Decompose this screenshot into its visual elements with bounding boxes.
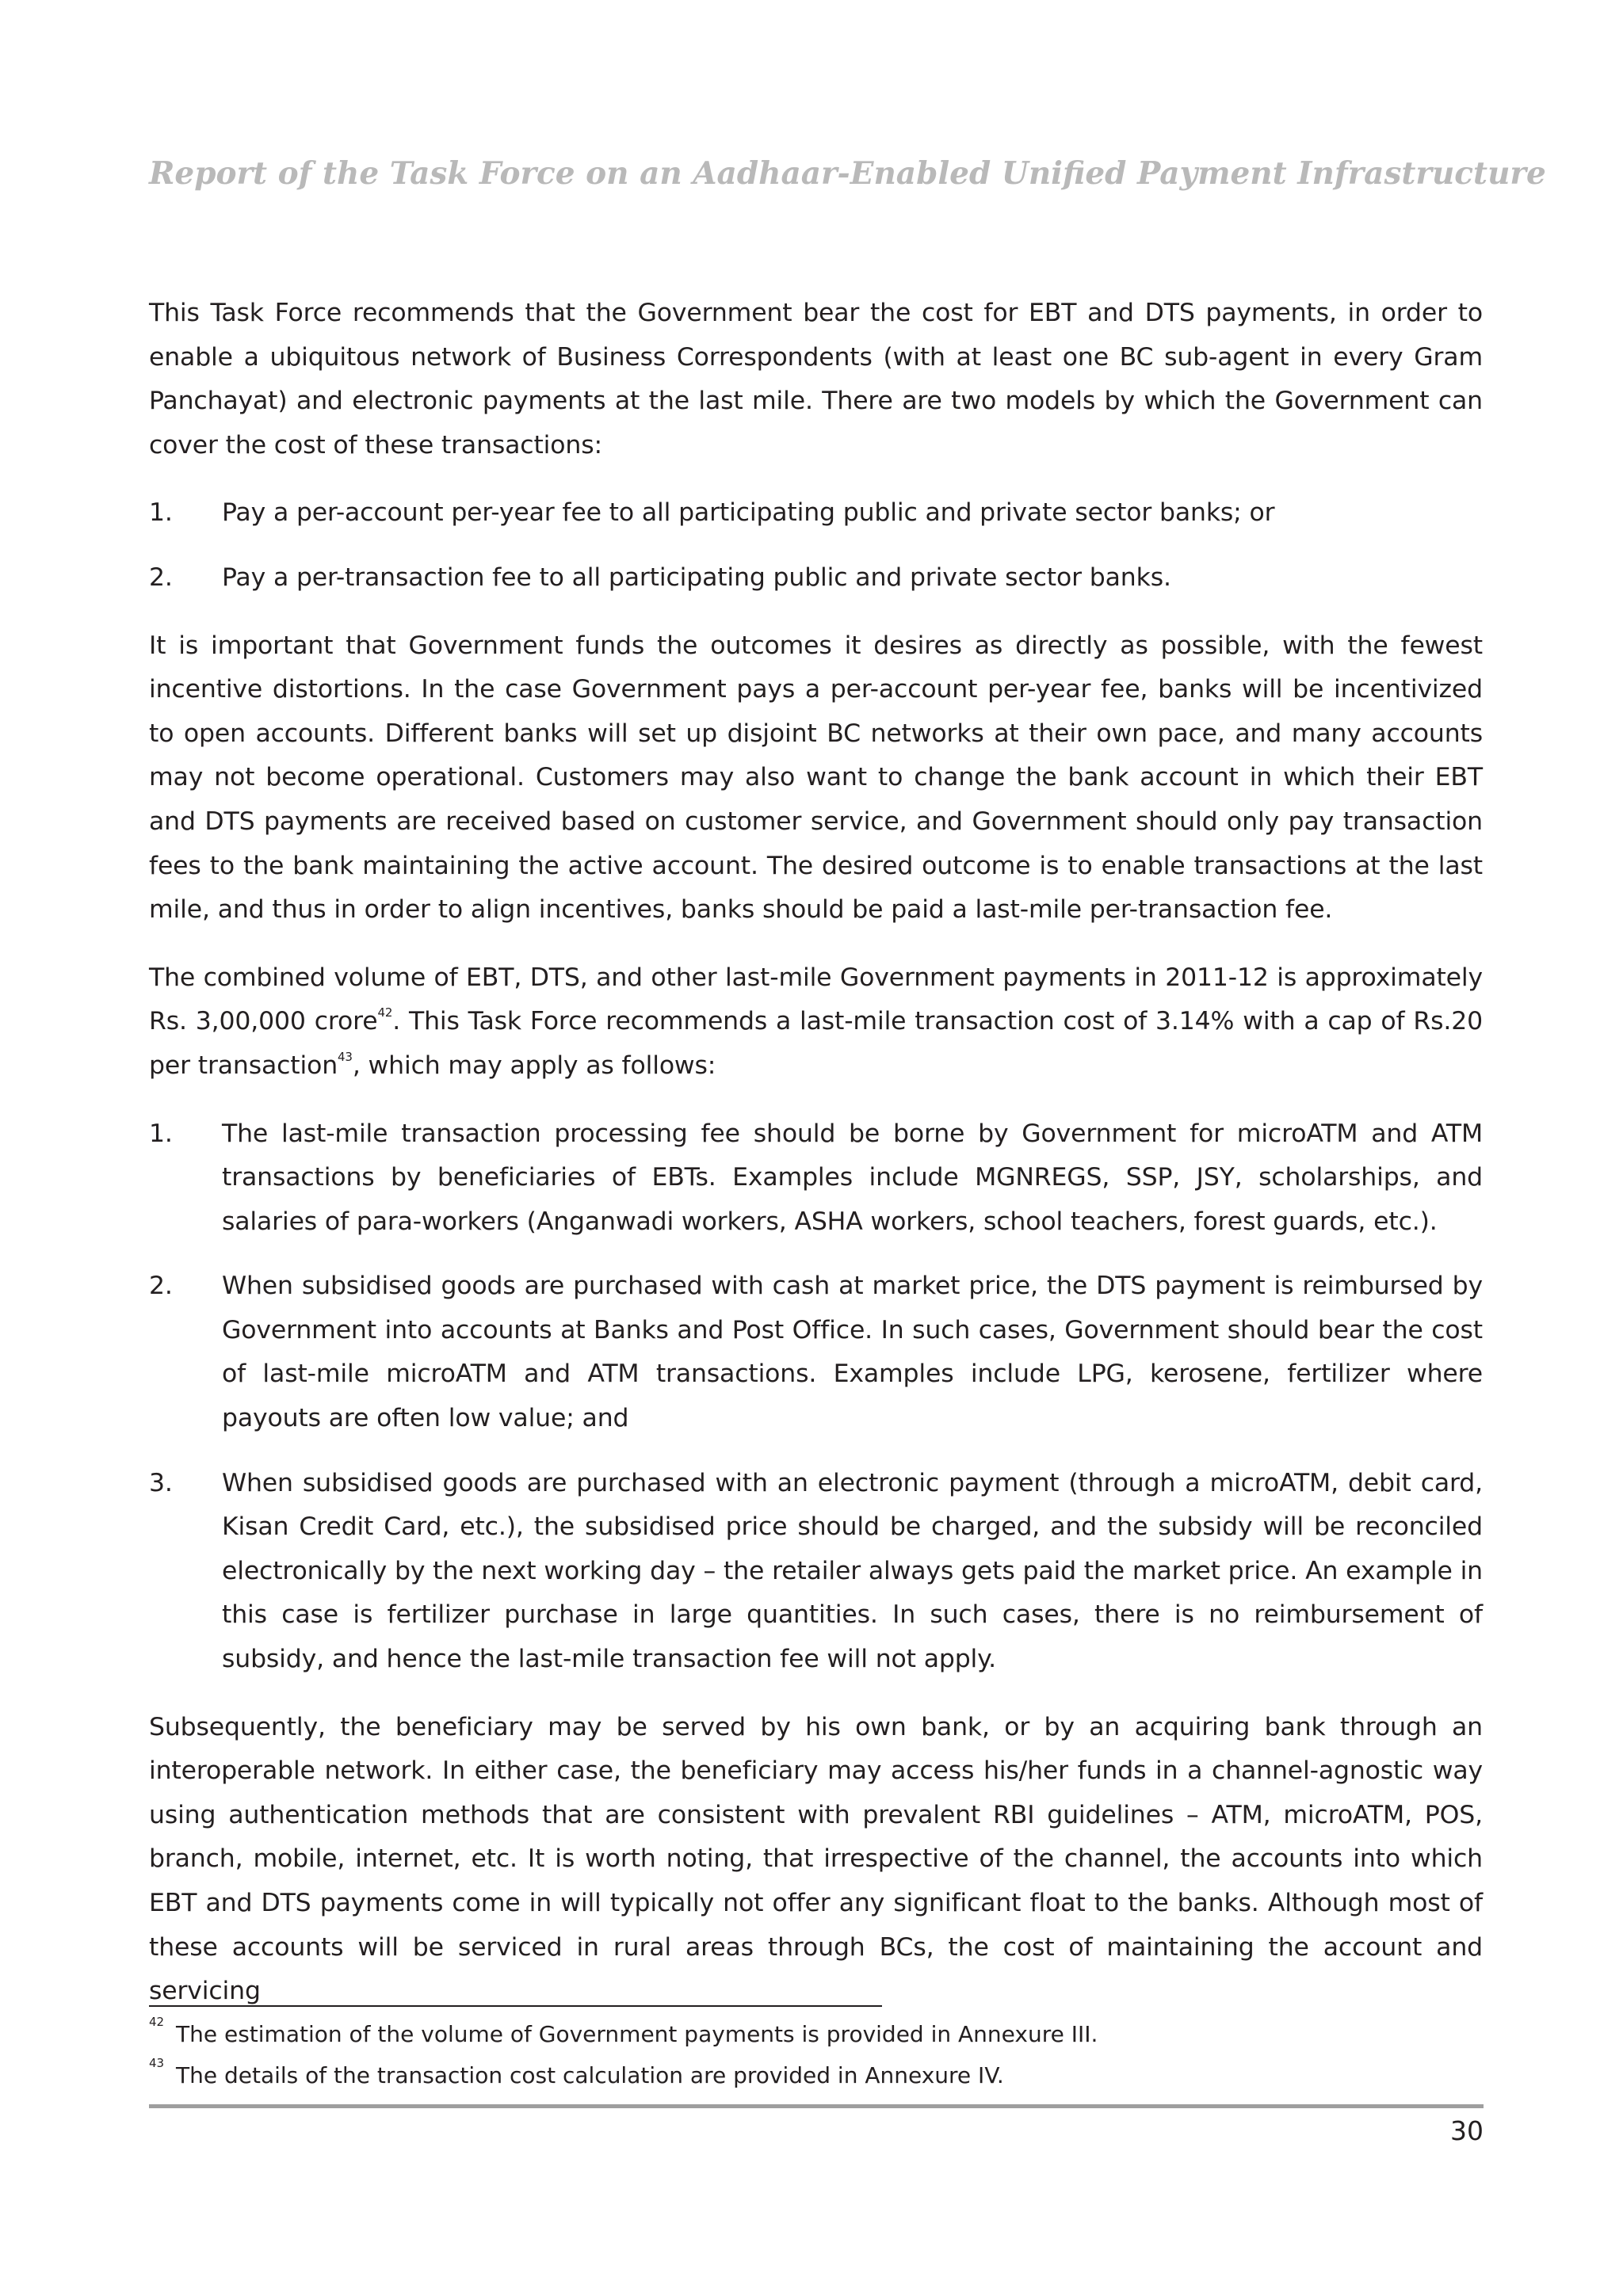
volume-text-part3: , which may apply as follows: xyxy=(352,1051,716,1080)
volume-text-part2: . This Task Force recommends a last-mile transaction cost of 3.14% with a cap of Rs.20 per transaction xyxy=(149,1007,1483,1080)
list-item xyxy=(149,491,1483,536)
footnotes xyxy=(149,2014,1480,2096)
footnote-ref-42[interactable]: 42 xyxy=(377,1005,393,1020)
list-item-text: Pay a per-account per-year fee to all participating public and private sector banks; or xyxy=(222,498,1275,528)
list-item-number: 3. xyxy=(149,1468,173,1497)
paragraph-incentives: It is important that Government funds the outcomes it desires as directly as possible, with the fewest incentive distortions. In the case Government pays a per-account per-year fee, banks will be incentivized to open accounts. Different banks will set up disjoint BC networks at their own pace, and many accounts may not become operational. Customers may also want to change the bank account in which their EBT and DTS payments are received based on customer service, and Government should only pay transaction fees to the bank maintaining the active account. The desired outcome is to enable transactions at the last mile, and thus in order to align incentives, banks should be paid a last-mile per-transaction fee. xyxy=(149,631,1483,925)
list-item xyxy=(149,1462,1483,1682)
list-item-number: 1. xyxy=(149,1119,173,1148)
paragraph-intro: This Task Force recommends that the Government bear the cost for EBT and DTS payments, in order to enable a ubiquitous network of Business Correspondents (with at least one BC sub-agent in every Gram Panchayat) and electronic payments at the last mile. There are two models by which the Government can cover the cost of these transactions: xyxy=(149,299,1483,460)
fee-application-list xyxy=(149,1112,1483,1682)
list-item-number: 1. xyxy=(149,498,173,528)
list-item xyxy=(149,1264,1483,1440)
list-item-text: Pay a per-transaction fee to all participating public and private sector banks. xyxy=(222,563,1171,592)
paragraph-beneficiary: Subsequently, the beneficiary may be served by his own bank, or by an acquiring bank through an interoperable network. In either case, the beneficiary may access his/her funds in a channel-agnostic way using authentication methods that are consistent with prevalent RBI guidelines – ATM, microATM, POS, branch, mobile, internet, etc. It is worth noting, that irrespective of the channel, the accounts into which EBT and DTS payments come in will typically not offer any significant float to the banks. Although most of these accounts will be serviced in rural areas through BCs, the cost of maintaining the account and servicing xyxy=(149,1712,1483,2006)
footnote-text: The details of the transaction cost calculation are provided in Annexure IV. xyxy=(176,2062,1004,2088)
paragraph-volume xyxy=(149,956,1483,1089)
list-item-text: The last-mile transaction processing fee should be borne by Government for microATM and ATM transactions by beneficiaries of EBTs. Examples include MGNREGS, SSP, JSY, scholarships, and salaries of para-workers (Anganwadi workers, ASHA workers, school teachers, forest guards, etc.). xyxy=(222,1119,1483,1236)
list-item xyxy=(149,556,1483,601)
body-text xyxy=(149,292,1483,2038)
footnote-text: The estimation of the volume of Government payments is provided in Annexure III. xyxy=(176,2021,1098,2047)
footnote-ref-43[interactable]: 43 xyxy=(338,1049,353,1064)
list-item-text: When subsidised goods are purchased with an electronic payment (through a microATM, debit card, Kisan Credit Card, etc.), the subsidised price should be charged, and the subsidy will be reconciled electronically by the next working day – the retailer always gets paid the market price. An example in this case is fertilizer purchase in large quantities. In such cases, there is no reimbursement of subsidy, and hence the last-mile transaction fee will not apply. xyxy=(222,1468,1483,1674)
page-number: 30 xyxy=(1450,2115,1484,2146)
list-item-number: 2. xyxy=(149,1272,173,1301)
running-header: Report of the Task Force on an Aadhaar-Enabled Unified Payment Infrastructure xyxy=(149,155,1546,192)
footer-divider xyxy=(149,2104,1484,2108)
footnote-item: 43 The details of the transaction cost calculation are provided in Annexure IV. xyxy=(149,2056,1004,2088)
funding-models-list xyxy=(149,491,1483,600)
volume-text-part1: The combined volume of EBT, DTS, and other last-mile Government payments in 2011-12 is approximately Rs. 3,00,000 crore xyxy=(149,963,1483,1036)
footnote-item: 42 The estimation of the volume of Government payments is provided in Annexure III. xyxy=(149,2015,1098,2047)
footnote-divider xyxy=(149,2005,882,2007)
list-item xyxy=(149,1112,1483,1245)
list-item-number: 2. xyxy=(149,563,173,592)
list-item-text: When subsidised goods are purchased with cash at market price, the DTS payment is reimbursed by Government into accounts at Banks and Post Office. In such cases, Government should bear the cost of last-mile microATM and ATM transactions. Examples include LPG, kerosene, fertilizer where payouts are often low value; and xyxy=(222,1272,1483,1433)
